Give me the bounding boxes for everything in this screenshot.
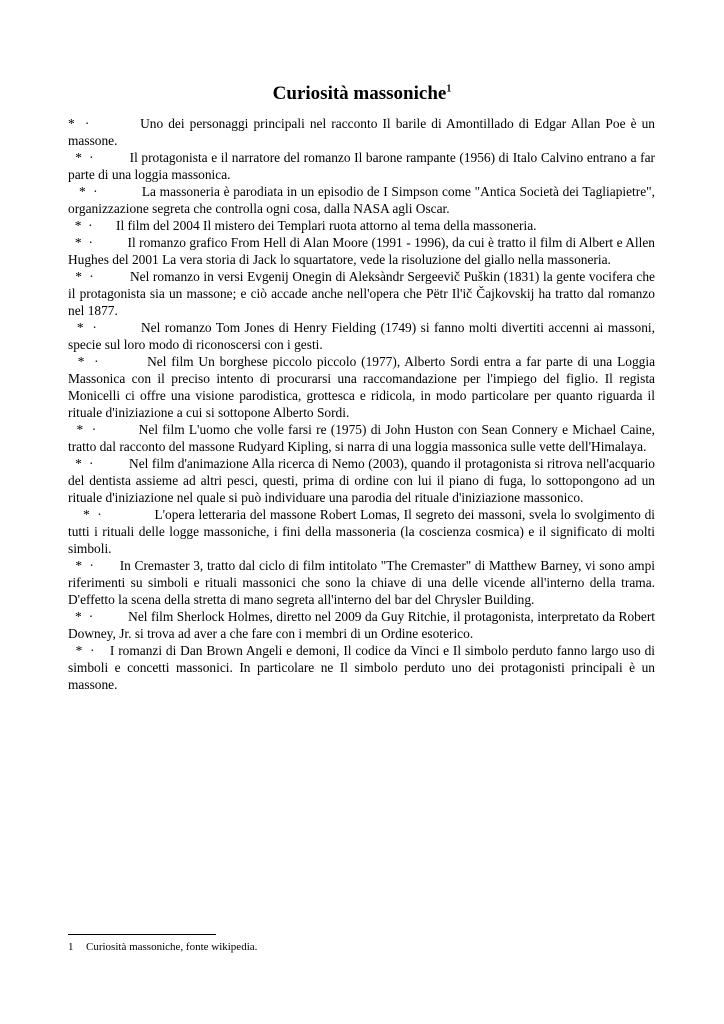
list-item: [68, 421, 655, 455]
footnote-divider: [68, 934, 216, 935]
list-item: [68, 506, 655, 557]
item-text: Il protagonista e il narratore del romanzo Il barone rampante (1956) di Italo Calvino entrano a far parte di una loggia massonica.: [68, 150, 656, 182]
page-title: [0, 83, 724, 105]
bullet-marker: * ·: [68, 116, 90, 131]
item-text: Nel romanzo in versi Evgenij Onegin di Aleksàndr Sergeevič Puškin (1831) la gente vocifera che il protagonista sia un massone; e ciò accade anche nell'opera che Pëtr Il'ič Čajkovskij ha tratto dal romanzo nel 1877.: [68, 269, 655, 318]
bullet-marker: * ·: [68, 235, 93, 250]
list-item: [68, 149, 655, 183]
item-text: L'opera letteraria del massone Robert Lomas, Il segreto dei massoni, svela lo svolgimento di tutti i rituali delle logge massoniche, i fini della massoneria (la coscienza cosmica) e il significato di molti simboli.: [68, 507, 655, 556]
item-text: Nel film Sherlock Holmes, diretto nel 2009 da Guy Ritchie, il protagonista, interpretato da Robert Downey, Jr. si trova ad aver a che fare con i membri di un Ordine esoterico.: [68, 609, 655, 641]
list-item: [68, 353, 655, 421]
bullet-marker: * ·: [68, 354, 99, 369]
footnote-reference[interactable]: 1: [446, 83, 452, 95]
item-text: Nel romanzo Tom Jones di Henry Fielding (1749) si fanno molti divertiti accenni ai massoni, specie sul loro modo di riconoscersi con i gesti.: [68, 320, 656, 352]
list-item: [68, 115, 655, 149]
bullet-marker: * ·: [68, 218, 93, 233]
bullet-marker: * ·: [68, 558, 94, 573]
list-item: [68, 268, 655, 319]
list-item: [68, 455, 655, 506]
item-text: In Cremaster 3, tratto dal ciclo di film intitolato "The Cremaster" di Matthew Barney, vi sono ampi riferimenti su simboli e rituali massonici che sono la chiave di una delle vicende all'interno della trama. D'effetto la scena della stretta di mano segreta all'interno del bar del Chrysler Building.: [68, 558, 656, 607]
bullet-marker: * ·: [68, 269, 94, 284]
bullet-marker: * ·: [68, 422, 97, 437]
list-item: [68, 183, 655, 217]
curiosities-list: [68, 115, 655, 693]
item-text: Il romanzo grafico From Hell di Alan Moore (1991 - 1996), da cui è tratto il film di Albert e Allen Hughes del 2001 La vera storia di Jack lo squartatore, vede la risoluzione del giallo nella massoneria.: [68, 235, 655, 267]
footnote-number: 1: [68, 941, 74, 953]
bullet-marker: * ·: [68, 320, 97, 335]
item-text: La massoneria è parodiata in un episodio de I Simpson come "Antica Società dei Tagliapietre", organizzazione segreta che controlla ogni cosa, dalla NASA agli Oscar.: [68, 184, 655, 216]
list-item: [68, 557, 655, 608]
bullet-marker: * ·: [68, 184, 98, 199]
list-item: [68, 608, 655, 642]
bullet-marker: * ·: [68, 150, 94, 165]
list-item: [68, 642, 655, 693]
item-text: Il film del 2004 Il mistero dei Templari ruota attorno al tema della massoneria.: [115, 218, 537, 233]
bullet-marker: * ·: [68, 643, 95, 658]
item-text: Nel film Un borghese piccolo piccolo (1977), Alberto Sordi entra a far parte di una Loggia Massonica con il preciso intento di procurarsi una raccomandazione per l'impiego del figlio. Il regista Monicelli ci offre una visione parodistica, grottesca e ridicola, in modo particolare per quanto riguarda il rituale d'iniziazione a cui si sottopone Alberto Sordi.: [68, 354, 656, 420]
item-text: Nel film d'animazione Alla ricerca di Nemo (2003), quando il protagonista si ritrova nell'acquario del dentista assieme ad altri pesci, questi, prima di ordine con lui il piano di fuga, lo sottopongono ad un rituale d'iniziazione nel quale si può individuare una parodia del rituale d'iniziazione massonico.: [68, 456, 655, 505]
list-item: [68, 319, 655, 353]
footnote: [68, 940, 655, 954]
bullet-marker: * ·: [68, 609, 94, 624]
page-title-text: Curiosità massoniche: [272, 82, 447, 104]
footnote-text: Curiosità massoniche, fonte wikipedia.: [86, 941, 258, 953]
bullet-marker: * ·: [68, 456, 94, 471]
list-item: [68, 234, 655, 268]
item-text: Uno dei personaggi principali nel racconto Il barile di Amontillado di Edgar Allan Poe è un massone.: [68, 116, 655, 148]
list-item: [68, 217, 655, 234]
item-text: Nel film L'uomo che volle farsi re (1975) di John Huston con Sean Connery e Michael Caine, tratto dal racconto del massone Rudyard Kipling, si narra di una loggia massonica sulle vette dell'Himalaya.: [68, 422, 656, 454]
item-text: I romanzi di Dan Brown Angeli e demoni, Il codice da Vinci e Il simbolo perduto fanno largo uso di simboli e concetti massonici. In particolare ne Il simbolo perduto uno dei protagonisti principali è un massone.: [68, 643, 656, 692]
bullet-marker: * ·: [68, 507, 102, 522]
